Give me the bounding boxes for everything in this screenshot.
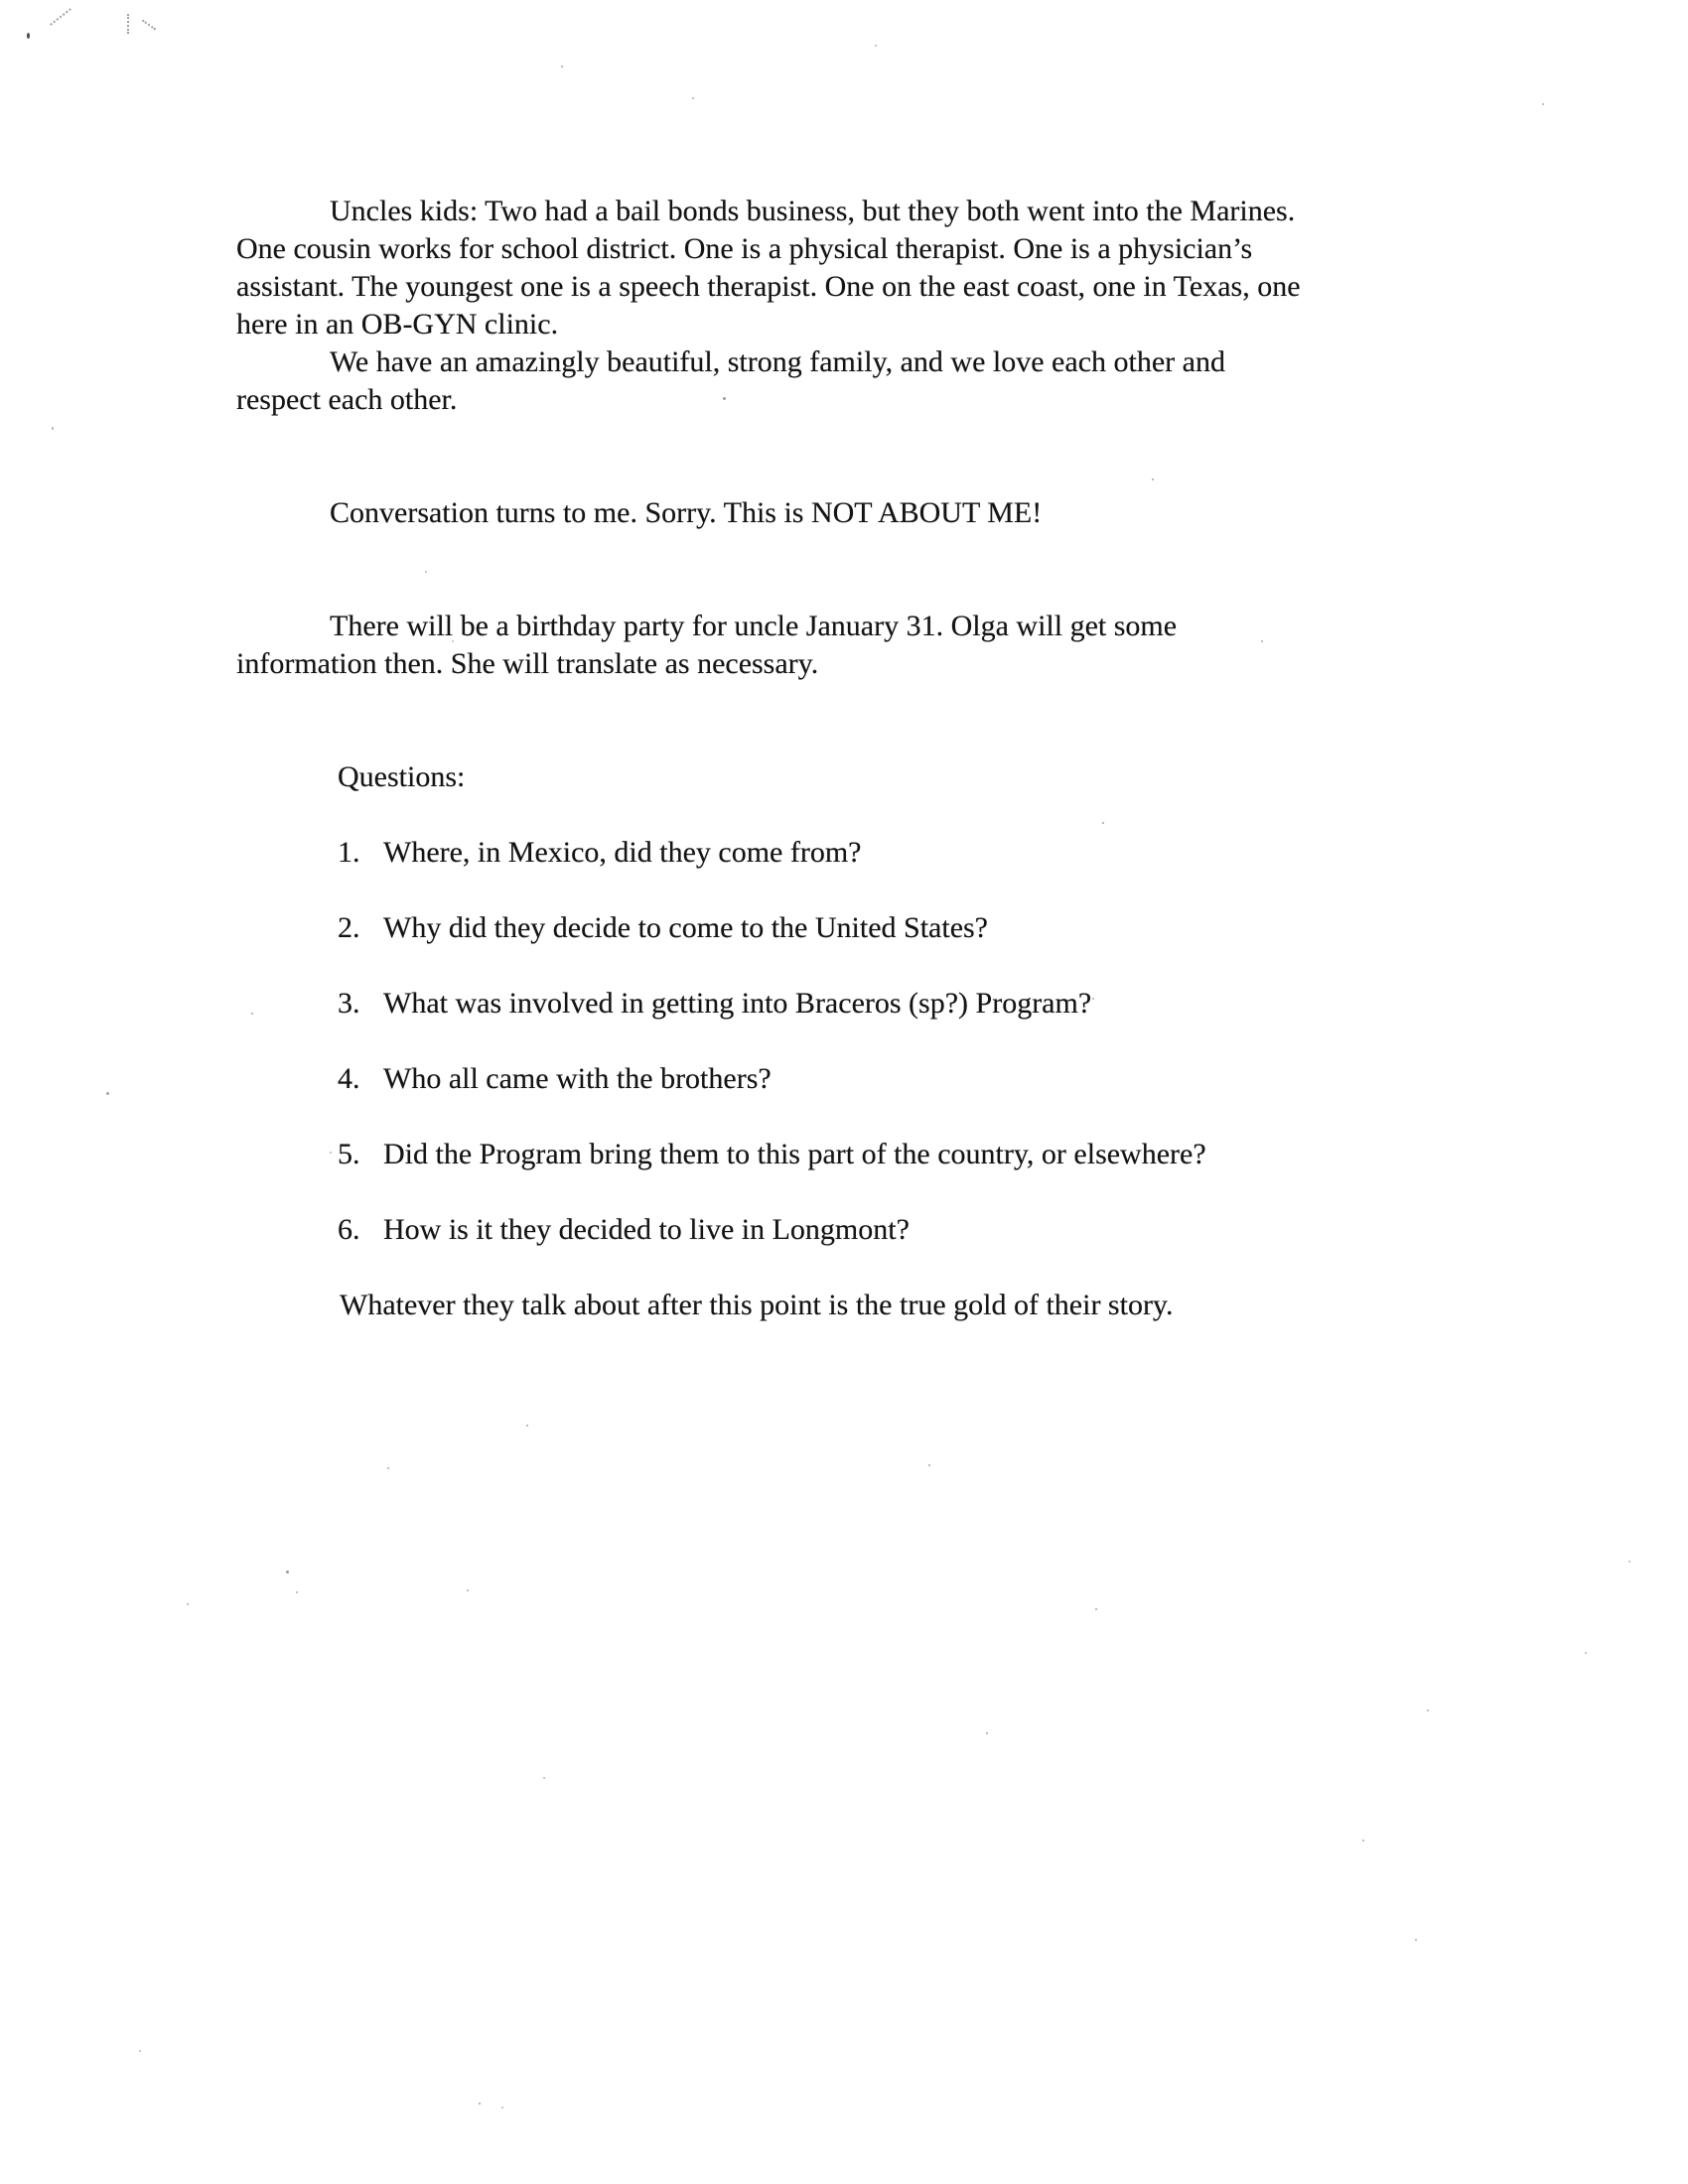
text-line: One cousin works for school district. One is a physical therapist. One is a physician’s (236, 232, 1253, 265)
question-number: 5. (338, 1138, 360, 1170)
question-item-4 (338, 1060, 1477, 1098)
question-item-5 (338, 1136, 1477, 1173)
text-line: here in an OB-GYN clinic. (236, 308, 559, 341)
question-number: 2. (338, 911, 360, 944)
paragraph-uncles-kids (236, 193, 1477, 343)
scan-speck (986, 1732, 988, 1734)
scan-speck (1585, 1652, 1587, 1654)
closing-line: Whatever they talk about after this point is the true gold of their story. (340, 1289, 1174, 1321)
scan-speck (1362, 1840, 1364, 1842)
paragraph-birthday-party (236, 608, 1477, 683)
question-number: 4. (338, 1062, 360, 1095)
questions-section (338, 758, 1477, 1249)
text-line: assistant. The youngest one is a speech therapist. One on the east coast, one in Texas, one (236, 270, 1301, 303)
scan-speck (467, 1589, 469, 1591)
scan-speck (692, 97, 694, 99)
scan-speck (296, 1591, 298, 1593)
scan-speck (543, 1777, 545, 1779)
pencil-mark (142, 20, 156, 31)
scan-speck (928, 1464, 930, 1466)
scan-speck (479, 2103, 481, 2105)
question-number: 6. (338, 1213, 360, 1246)
pencil-mark (50, 8, 71, 26)
scan-speck (52, 427, 54, 430)
scan-speck (187, 1603, 189, 1605)
paragraph-family (236, 343, 1477, 419)
paragraph-conversation (236, 494, 1477, 532)
question-text: Who all came with the brothers? (383, 1062, 772, 1095)
scan-speck (106, 1092, 109, 1095)
scan-speck (1415, 1939, 1417, 1941)
question-text: What was involved in getting into Braceros (sp?) Program? (383, 987, 1092, 1020)
question-item-2 (338, 909, 1477, 947)
scan-speck (526, 1425, 528, 1427)
scan-speck (1427, 1709, 1429, 1711)
question-text: How is it they decided to live in Longmont? (383, 1213, 910, 1246)
question-item-3 (338, 985, 1477, 1023)
scan-speck (139, 2050, 141, 2052)
question-number: 3. (338, 987, 360, 1020)
scan-speck (501, 2107, 503, 2109)
pencil-mark (127, 14, 129, 34)
scan-speck (1628, 1561, 1630, 1563)
question-text: Why did they decide to come to the United States? (383, 911, 988, 944)
text-line: Conversation turns to me. Sorry. This is NOT ABOUT ME! (330, 496, 1043, 529)
scan-speck (1542, 103, 1544, 105)
question-item-6 (338, 1211, 1477, 1249)
text-line: Uncles kids: Two had a bail bonds business, but they both went into the Marines. (330, 195, 1296, 227)
questions-heading: Questions: (338, 760, 466, 793)
question-item-1 (338, 834, 1477, 872)
scan-speck (561, 66, 563, 68)
question-text: Did the Program bring them to this part of the country, or elsewhere? (383, 1138, 1206, 1170)
scan-speck (875, 45, 877, 47)
scan-speck (286, 1570, 289, 1573)
text-line: information then. She will translate as necessary. (236, 647, 819, 680)
document-content (236, 193, 1477, 1324)
question-number: 1. (338, 836, 360, 869)
scan-speck (27, 33, 30, 39)
scan-speck (387, 1467, 389, 1469)
text-line: respect each other. (236, 383, 458, 416)
scan-speck (1095, 1608, 1097, 1610)
text-line: There will be a birthday party for uncle January 31. Olga will get some (330, 610, 1178, 642)
question-text: Where, in Mexico, did they come from? (383, 836, 862, 869)
text-line: We have an amazingly beautiful, strong family, and we love each other and (330, 345, 1225, 378)
